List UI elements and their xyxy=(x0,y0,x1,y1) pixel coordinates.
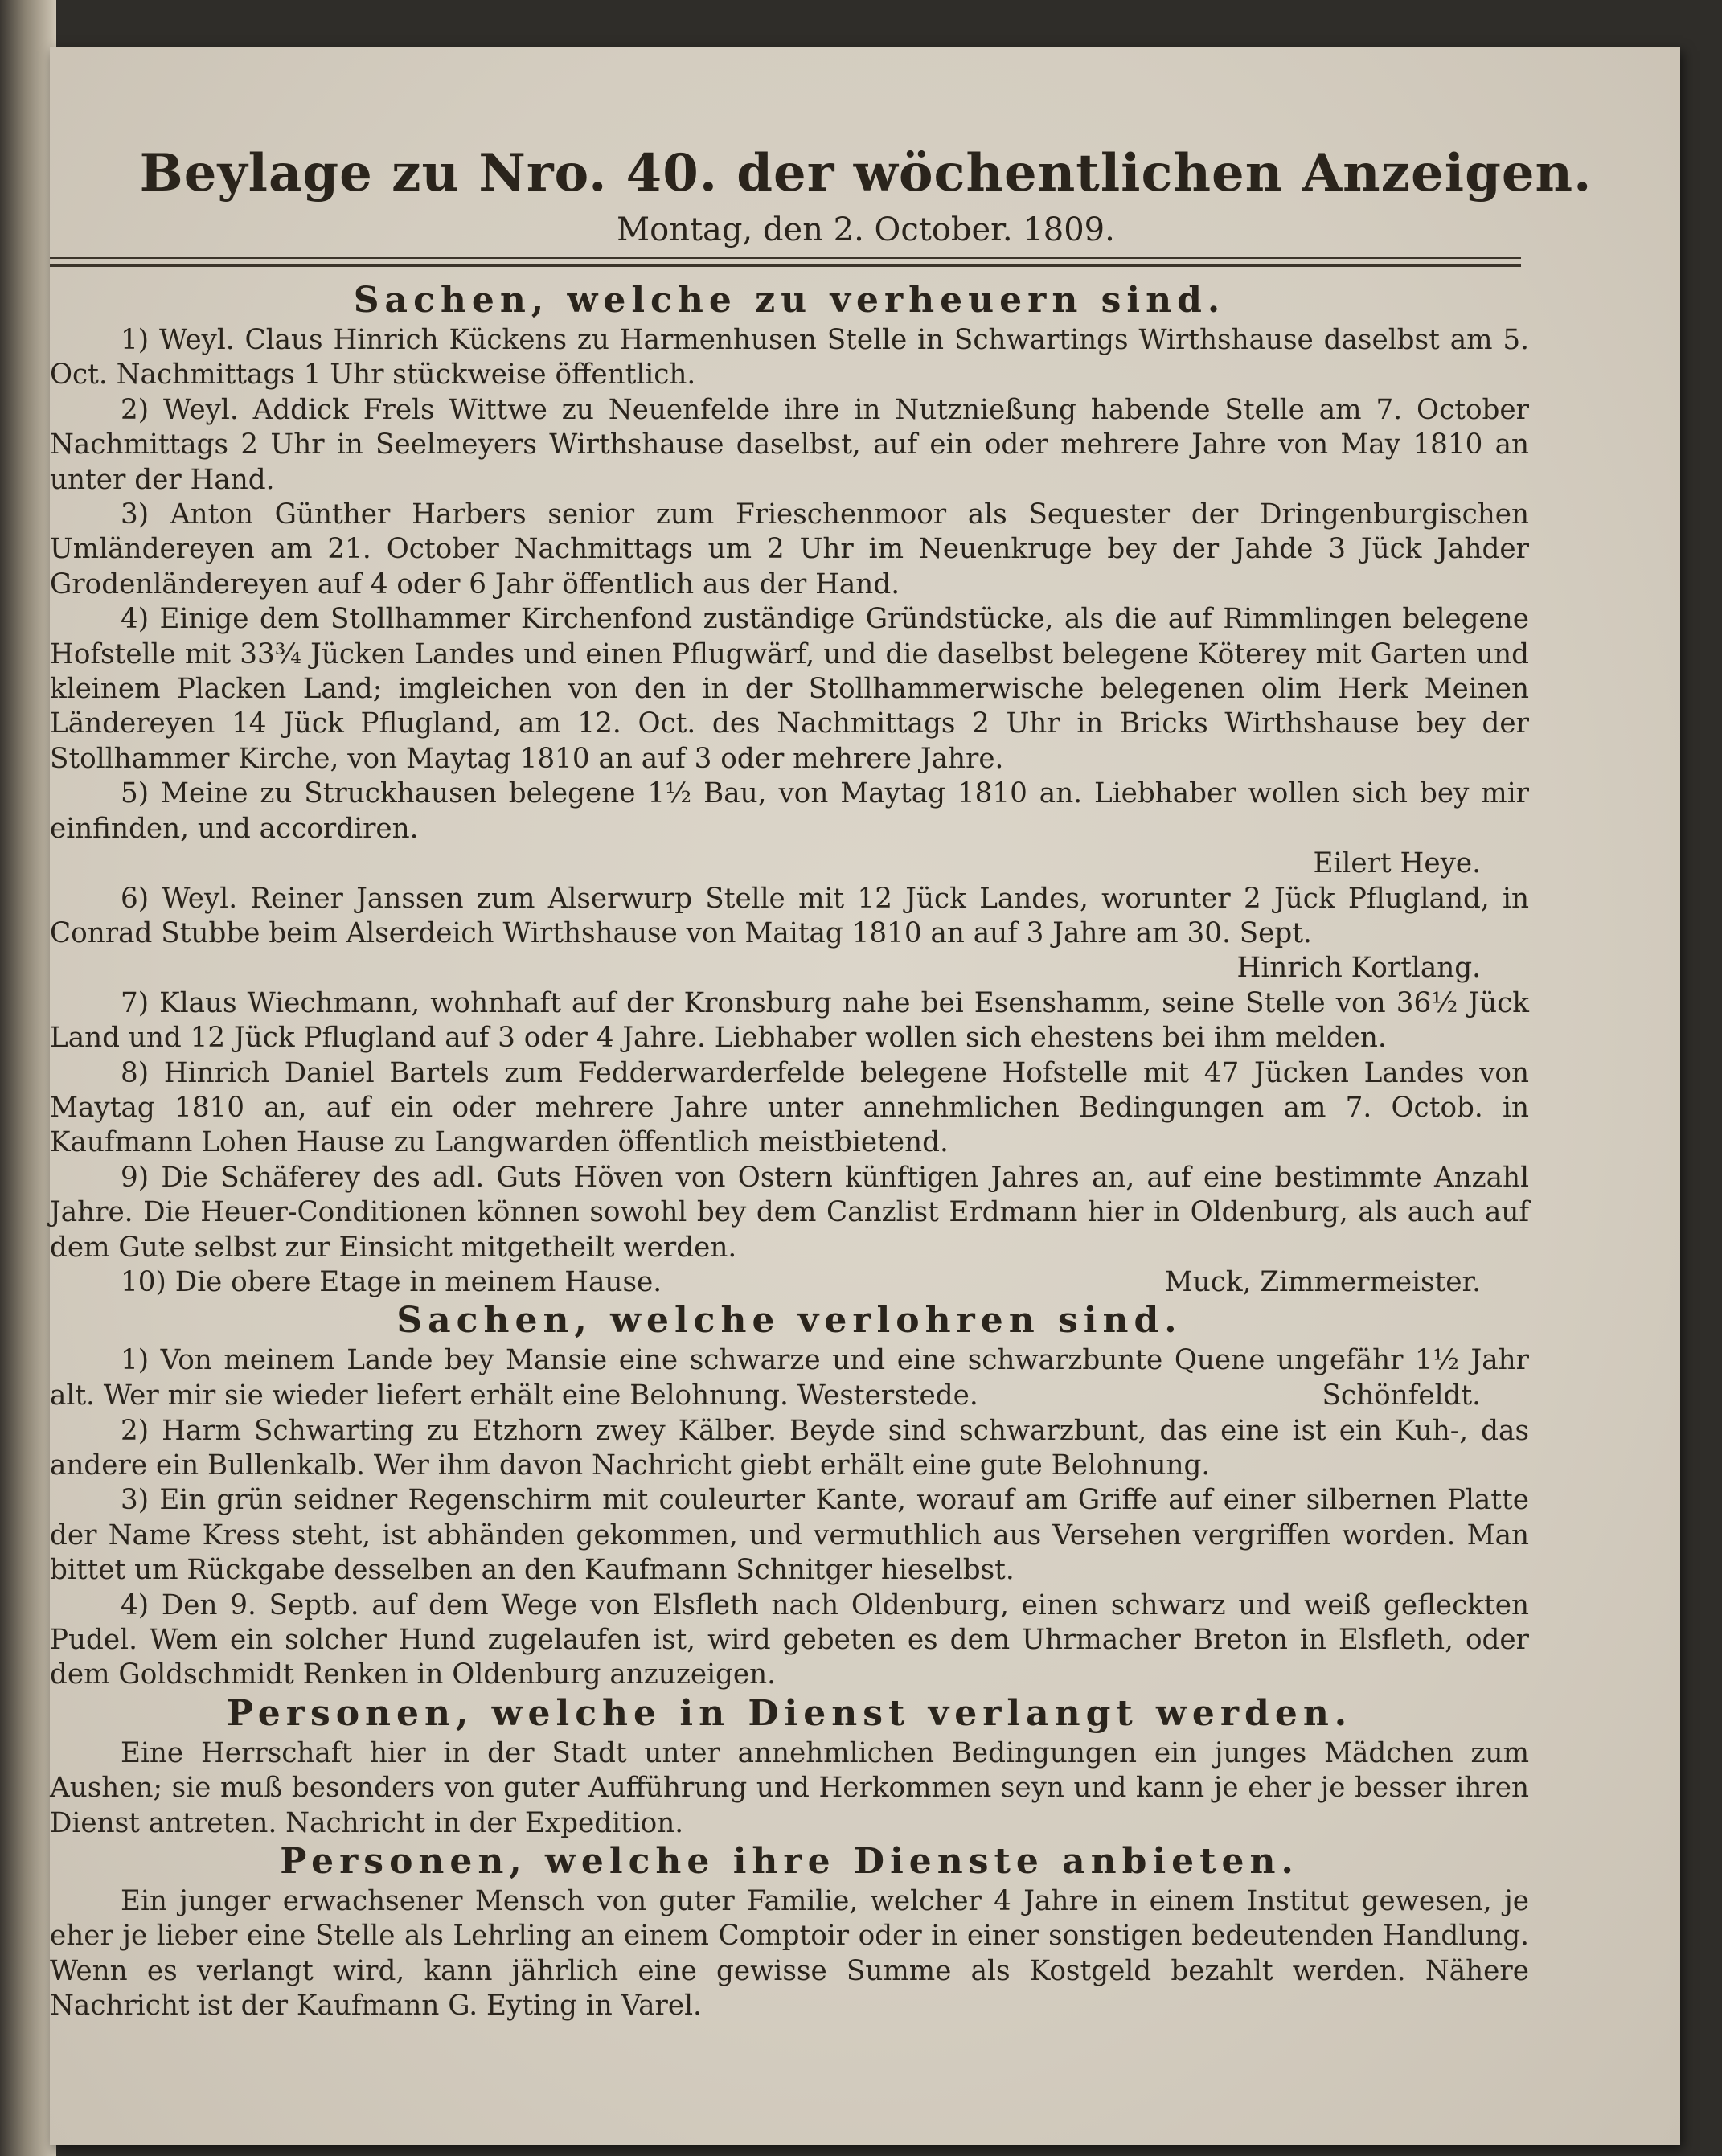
document-body xyxy=(50,280,1529,2024)
signature: Muck, Zimmermeister. xyxy=(1164,1265,1481,1298)
header-rule xyxy=(50,257,1521,267)
signature: Hinrich Kortlang. xyxy=(1236,952,1481,985)
section-heading: Personen, welche in Dienst verlangt werden. xyxy=(226,1692,1353,1734)
page-date: Montag, den 2. October. 1809. xyxy=(617,211,1115,248)
newspaper-page xyxy=(50,47,1680,2145)
notice-paragraph: 3) Anton Günther Harbers senior zum Frieschenmoor als Sequester der Dringenburgischen Umländereyen am 21. October Nachmittags um 2 Uhr im Neuenkruge bey der Jahde 3 Jück Jahder Grodenländereyen auf 4 oder 6 Jahr öffentlich aus der Hand. xyxy=(50,498,1529,600)
notice-paragraph: 5) Meine zu Struckhausen belegene 1½ Bau, von Maytag 1810 an. Liebhaber wollen sich bey mir einfinden, und accordiren. xyxy=(50,777,1529,845)
notice-paragraph: 8) Hinrich Daniel Bartels zum Fedderwarderfelde belegene Hofstelle mit 47 Jücken Landes von Maytag 1810 an, auf ein oder mehrere Jahre unter annehmlichen Bedingungen am 7. Octob. in Kaufmann Lohen Hause zu Langwarden öffentlich meistbietend. xyxy=(50,1056,1529,1159)
notice-text: 10) Die obere Etage in meinem Hause. xyxy=(121,1265,662,1298)
notice-paragraph: Eine Herrschaft hier in der Stadt unter annehmlichen Bedingungen ein junges Mädchen zum Aushen; sie muß besonders von guter Aufführung und Herkommen seyn und kann je eher je besser ihren Dienst antreten. Nachricht in der Expedition. xyxy=(50,1736,1529,1839)
notice-paragraph: 4) Einige dem Stollhammer Kirchenfond zuständige Gründstücke, als die auf Rimmlingen belegene Hofstelle mit 33¾ Jücken Landes und einen Pflugwärf, und die daselbst belegene Köterey mit Garten und kleinem Placken Land; imgleichen von den in der Stollhammerwische belegenen olim Herk Meinen Ländereyen 14 Jück Pflugland, am 12. Oct. des Nachmittags 2 Uhr in Bricks Wirthshause bey der Stollhammer Kirche, von Maytag 1810 an auf 3 oder mehrere Jahre. xyxy=(50,603,1529,775)
notice-paragraph xyxy=(50,1265,1529,1300)
signature: Eilert Heye. xyxy=(1313,847,1481,880)
book-spine xyxy=(0,0,56,2156)
notice-paragraph: 2) Weyl. Addick Frels Wittwe zu Neuenfelde ihre in Nutznießung habende Stelle am 7. October Nachmittags 2 Uhr in Seelmeyers Wirthshause daselbst, auf ein oder mehrere Jahre von May 1810 an unter der Hand. xyxy=(50,393,1529,496)
notice-paragraph: 2) Harm Schwarting zu Etzhorn zwey Kälber. Beyde sind schwarzbunt, das eine ist ein Kuh-, das andere ein Bullenkalb. Wer ihm davon Nachricht giebt erhält eine gute Belohnung. xyxy=(50,1414,1529,1482)
section-heading: Sachen, welche verlohren sind. xyxy=(396,1300,1183,1342)
notice-paragraph: 3) Ein grün seidner Regenschirm mit couleurter Kante, worauf am Griffe auf einer silbernen Platte der Name Kress steht, ist abhänden gekommen, und vermuthlich aus Versehen vergriffen worden. Man bittet um Rückgabe desselben an den Kaufmann Schnitger hieselbst. xyxy=(50,1484,1529,1587)
notice-paragraph: Ein junger erwachsener Mensch von guter Familie, welcher 4 Jahre in einem Institut gewesen, je eher je lieber eine Stelle als Lehrling an einem Comptoir oder in einer sonstigen bedeutenden Handlung. Wenn es verlangt wird, kann jährlich eine gewisse Summe als Kostgeld bezahlt werden. Nähere Nachricht ist der Kaufmann G. Eyting in Varel. xyxy=(50,1885,1529,2023)
notice-paragraph: 7) Klaus Wiechmann, wohnhaft auf der Kronsburg nahe bei Esenshamm, seine Stelle von 36½ Jück Land und 12 Jück Pflugland auf 3 oder 4 Jahre. Liebhaber wollen sich ehestens bei ihm melden. xyxy=(50,986,1529,1055)
notice-paragraph: 1) Weyl. Claus Hinrich Kückens zu Harmenhusen Stelle in Schwartings Wirthshause daselbst am 5. Oct. Nachmittags 1 Uhr stückweise öffentlich. xyxy=(50,324,1529,391)
page-title: Beylage zu Nro. 40. der wöchentlichen Anzeigen. xyxy=(139,143,1593,203)
section-heading: Personen, welche ihre Dienste anbieten. xyxy=(280,1841,1299,1883)
notice-paragraph: 6) Weyl. Reiner Janssen zum Alserwurp Stelle mit 12 Jück Landes, worunter 2 Jück Pflugland, in Conrad Stubbe beim Alserdeich Wirthshause von Maitag 1810 an auf 3 Jahre am 30. Sept. xyxy=(50,882,1529,949)
notice-paragraph: 9) Die Schäferey des adl. Guts Höven von Ostern künftigen Jahres an, auf eine bestimmte Anzahl Jahre. Die Heuer-Conditionen können sowohl bey dem Canzlist Erdmann hier in Oldenburg, als auch auf dem Gute selbst zur Einsicht mitgetheilt werden. xyxy=(50,1161,1529,1264)
signature: Schönfeldt. xyxy=(1322,1379,1481,1412)
notice-paragraph: 1) Von meinem Lande bey Mansie eine schwarze und eine schwarzbunte Quene ungefähr 1½ Jahr alt. Wer mir sie wieder liefert erhält eine Belohnung. Westerstede. xyxy=(50,1344,1529,1412)
section-heading: Sachen, welche zu verheuern sind. xyxy=(353,280,1226,321)
notice-paragraph: 4) Den 9. Septb. auf dem Wege von Elsfleth nach Oldenburg, einen schwarz und weiß gefleckten Pudel. Wem ein solcher Hund zugelaufen ist, wird gebeten es dem Uhrmacher Breton in Elsfleth, oder dem Goldschmidt Renken in Oldenburg anzuzeigen. xyxy=(50,1588,1529,1691)
